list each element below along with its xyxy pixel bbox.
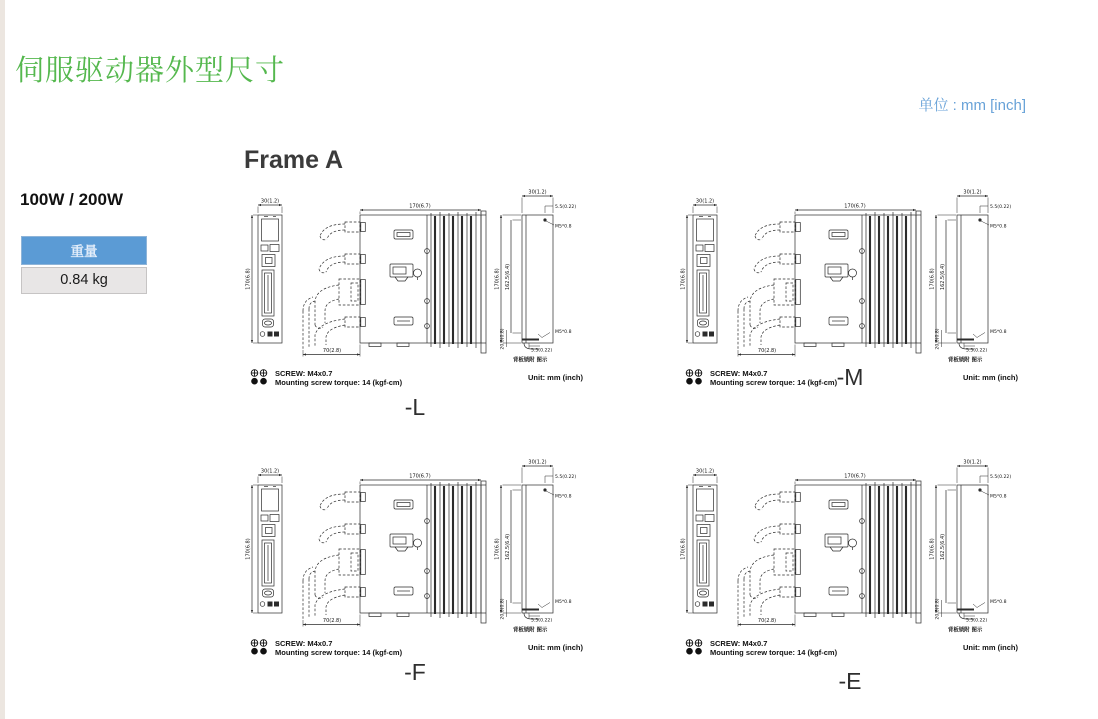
front-view bbox=[693, 215, 717, 343]
page-edge-strip bbox=[0, 0, 5, 719]
dim-front-width: 30(1.2) bbox=[695, 468, 715, 475]
dim-rear-height: 170(6.8) bbox=[494, 268, 501, 290]
side-dimension bbox=[360, 204, 481, 215]
rear-dimensions bbox=[930, 460, 1012, 634]
front-dimensions bbox=[681, 469, 718, 614]
rear-caption: 背板锁附 图示 bbox=[948, 627, 983, 634]
label-rear-screw-top: M5*0.8 bbox=[555, 224, 572, 230]
dim-cable-clearance: 70(2.8) bbox=[322, 348, 342, 354]
screw-torque-note: Mounting screw torque: 14 (kgf-cm) bbox=[275, 378, 403, 388]
screw-spec-note: SCREW: M4x0.7 bbox=[710, 639, 768, 648]
screw-head-icons-icon bbox=[250, 369, 271, 385]
unit-note-top: 单位 : mm [inch] bbox=[918, 97, 1026, 114]
dim-rear-hole-offset-bottom: 5.5(0.22) bbox=[531, 348, 553, 354]
rear-view bbox=[957, 485, 988, 619]
dim-rear-bottom: 20.0(0.8) bbox=[935, 328, 941, 350]
screw-note bbox=[685, 639, 837, 658]
side-view bbox=[360, 481, 486, 623]
rear-dimensions bbox=[495, 190, 577, 364]
dim-rear-hole-pitch: 162.5(6.4) bbox=[505, 263, 511, 291]
dim-rear-hole-offset-bottom: 5.5(0.22) bbox=[966, 618, 988, 624]
label-rear-screw-top: M5*0.8 bbox=[555, 494, 572, 500]
cables bbox=[738, 492, 795, 619]
dim-cable-clearance: 70(2.8) bbox=[322, 618, 342, 624]
drawing-variant-label: -M bbox=[836, 363, 864, 390]
dim-front-height: 170(6.8) bbox=[245, 538, 252, 560]
weight-header: 重量 bbox=[21, 236, 147, 265]
front-view bbox=[258, 215, 282, 343]
rear-caption: 背板锁附 图示 bbox=[513, 627, 548, 634]
front-dimensions bbox=[246, 199, 283, 344]
dim-rear-hole-pitch: 162.5(6.4) bbox=[940, 263, 946, 291]
screw-torque-note: Mounting screw torque: 14 (kgf-cm) bbox=[710, 648, 838, 658]
dim-rear-hole-offset-bottom: 5.5(0.22) bbox=[966, 348, 988, 354]
dimension-drawing bbox=[680, 453, 1020, 643]
cables bbox=[303, 492, 360, 619]
weight-value: 0.84 kg bbox=[21, 267, 147, 294]
drawing-variant-label: -F bbox=[404, 658, 426, 685]
dim-rear-height: 170(6.8) bbox=[494, 538, 501, 560]
drawing-variant-label: -E bbox=[838, 667, 862, 694]
dim-side-depth: 170(6.7) bbox=[409, 203, 431, 210]
drawing-footer bbox=[245, 369, 585, 388]
dim-rear-hole-offset-top: 5.5(0.22) bbox=[555, 205, 577, 210]
front-dimensions bbox=[681, 199, 718, 344]
unit-note: Unit: mm (inch) bbox=[963, 373, 1018, 382]
front-view bbox=[693, 485, 717, 613]
heatsink-fins bbox=[866, 482, 911, 618]
weight-table bbox=[21, 236, 147, 294]
side-dimension bbox=[795, 474, 916, 485]
screw-spec-note: SCREW: M4x0.7 bbox=[275, 369, 333, 378]
screw-note bbox=[250, 639, 402, 658]
rear-view bbox=[522, 215, 553, 349]
dim-rear-height: 170(6.8) bbox=[929, 268, 936, 290]
label-rear-screw-bottom: M5*0.8 bbox=[990, 330, 1007, 335]
cables bbox=[738, 222, 795, 349]
dim-rear-hole-offset-top: 5.5(0.22) bbox=[990, 475, 1012, 480]
unit-note: Unit: mm (inch) bbox=[963, 643, 1018, 652]
page-title: 伺服驱动器外型尺寸 bbox=[15, 55, 286, 87]
cable-clearance-dimension bbox=[303, 345, 360, 357]
screw-spec-note: SCREW: M4x0.7 bbox=[275, 639, 333, 648]
dim-front-width: 30(1.2) bbox=[695, 198, 715, 205]
dim-front-height: 170(6.8) bbox=[680, 268, 687, 290]
dim-rear-width: 30(1.2) bbox=[528, 189, 547, 196]
dim-side-depth: 170(6.7) bbox=[844, 473, 866, 480]
label-rear-screw-bottom: M5*0.8 bbox=[555, 600, 572, 605]
screw-head-icons-icon bbox=[250, 639, 271, 655]
dim-front-height: 170(6.8) bbox=[680, 538, 687, 560]
dim-side-depth: 170(6.7) bbox=[844, 203, 866, 210]
dim-front-width: 30(1.2) bbox=[260, 198, 280, 205]
cable-clearance-dimension bbox=[303, 615, 360, 627]
rear-caption: 背板锁附 图示 bbox=[948, 357, 983, 364]
cable-clearance-dimension bbox=[738, 345, 795, 357]
cable-clearance-dimension bbox=[738, 615, 795, 627]
unit-note: Unit: mm (inch) bbox=[528, 643, 583, 652]
screw-note bbox=[250, 369, 402, 388]
drawing-variant-label: -L bbox=[404, 393, 426, 420]
heatsink-fins bbox=[431, 482, 476, 618]
heatsink-fins bbox=[866, 212, 911, 348]
drawing-slot-4 bbox=[680, 453, 1020, 695]
drawing-footer bbox=[680, 639, 1020, 658]
label-rear-screw-bottom: M5*0.8 bbox=[555, 330, 572, 335]
drawing-slot-2 bbox=[680, 183, 1020, 391]
side-view bbox=[795, 211, 921, 353]
drawing-slot-3 bbox=[245, 453, 585, 686]
rear-dimensions bbox=[930, 190, 1012, 364]
power-rating: 100W / 200W bbox=[20, 190, 123, 209]
rear-view bbox=[957, 215, 988, 349]
drawing-footer bbox=[245, 639, 585, 658]
label-rear-screw-top: M5*0.8 bbox=[990, 224, 1007, 230]
label-rear-screw-top: M5*0.8 bbox=[990, 494, 1007, 500]
screw-torque-note: Mounting screw torque: 14 (kgf-cm) bbox=[710, 378, 838, 388]
screw-head-icons-icon bbox=[685, 639, 706, 655]
dim-front-height: 170(6.8) bbox=[245, 268, 252, 290]
frame-heading: Frame A bbox=[244, 146, 344, 174]
dimension-drawing bbox=[680, 183, 1020, 373]
side-dimension bbox=[795, 204, 916, 215]
dim-rear-hole-offset-top: 5.5(0.22) bbox=[990, 205, 1012, 210]
side-view bbox=[360, 211, 486, 353]
screw-spec-note: SCREW: M4x0.7 bbox=[710, 369, 768, 378]
dim-cable-clearance: 70(2.8) bbox=[757, 348, 777, 354]
screw-torque-note: Mounting screw torque: 14 (kgf-cm) bbox=[275, 648, 403, 658]
dim-side-depth: 170(6.7) bbox=[409, 473, 431, 480]
rear-view bbox=[522, 485, 553, 619]
heatsink-fins bbox=[431, 212, 476, 348]
rear-dimensions bbox=[495, 460, 577, 634]
dim-rear-bottom: 20.0(0.8) bbox=[935, 598, 941, 620]
screw-head-icons-icon bbox=[685, 369, 706, 385]
dim-rear-hole-offset-bottom: 5.5(0.22) bbox=[531, 618, 553, 624]
dim-rear-width: 30(1.2) bbox=[528, 459, 547, 466]
cables bbox=[303, 222, 360, 349]
screw-note bbox=[685, 369, 837, 388]
dim-rear-width: 30(1.2) bbox=[963, 459, 982, 466]
dimension-drawing bbox=[245, 183, 585, 373]
dim-cable-clearance: 70(2.8) bbox=[757, 618, 777, 624]
label-rear-screw-bottom: M5*0.8 bbox=[990, 600, 1007, 605]
dim-rear-hole-pitch: 162.5(6.4) bbox=[505, 533, 511, 561]
drawing-slot-1 bbox=[245, 183, 585, 421]
dimension-drawing bbox=[245, 453, 585, 643]
front-view bbox=[258, 485, 282, 613]
unit-note: Unit: mm (inch) bbox=[528, 373, 583, 382]
rear-caption: 背板锁附 图示 bbox=[513, 357, 548, 364]
dim-rear-bottom: 20.0(0.8) bbox=[500, 328, 506, 350]
dim-front-width: 30(1.2) bbox=[260, 468, 280, 475]
side-view bbox=[795, 481, 921, 623]
dim-rear-hole-offset-top: 5.5(0.22) bbox=[555, 475, 577, 480]
dim-rear-bottom: 20.0(0.8) bbox=[500, 598, 506, 620]
dim-rear-width: 30(1.2) bbox=[963, 189, 982, 196]
dim-rear-height: 170(6.8) bbox=[929, 538, 936, 560]
front-dimensions bbox=[246, 469, 283, 614]
dim-rear-hole-pitch: 162.5(6.4) bbox=[940, 533, 946, 561]
side-dimension bbox=[360, 474, 481, 485]
